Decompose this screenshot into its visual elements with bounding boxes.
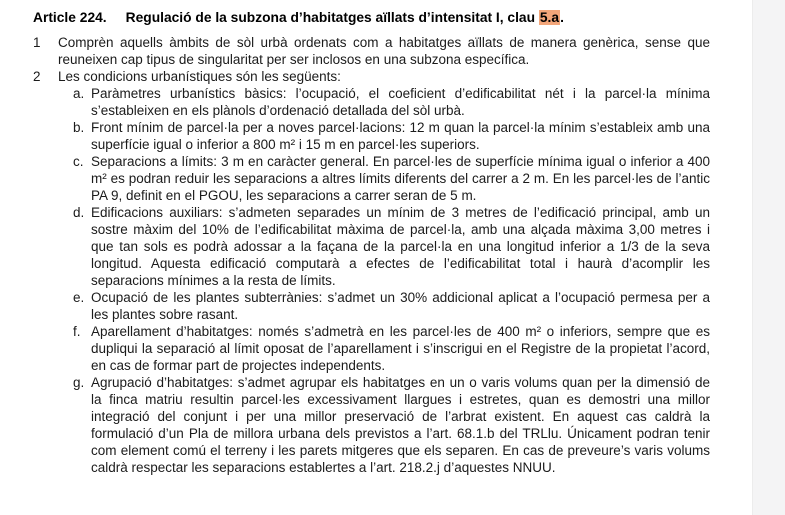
subitem-b-text: Front mínim de parcel·la per a noves parcel·lacions: 12 m quan la parcel·la mínim s’estableix amb una superfície igual o inferior a 800 m² i 15 m en parcel·les superiors. <box>91 120 710 152</box>
item-1 <box>33 34 710 68</box>
article-title-period: . <box>560 10 564 25</box>
subitem-f-letter: f. <box>73 324 81 339</box>
subitem-g <box>73 374 710 476</box>
subitem-a <box>73 85 710 119</box>
subitem-e-text: Ocupació de les plantes subterrànies: s’admet un 30% addicional aplicat a l’ocupació permesa per a les plantes sobre rasant. <box>91 290 710 322</box>
item-2-number: 2 <box>33 69 41 84</box>
article-number: Article 224. <box>33 10 107 25</box>
item-2 <box>33 68 710 85</box>
item-1-text: Comprèn aquells àmbits de sòl urbà ordenats com a habitatges aïllats de manera genèrica, sense que reuneixen cap tipus de singularitat per ser inclosos en una subzona específica. <box>58 35 710 67</box>
subitem-b-letter: b. <box>73 120 85 135</box>
page-edge-background <box>752 0 785 515</box>
subitem-e <box>73 289 710 323</box>
subitem-a-letter: a. <box>73 86 85 101</box>
subitem-d-text: Edificacions auxiliars: s’admeten separades un mínim de 3 metres de l’edificació principal, amb un sostre màxim del 10% de l’edificabilitat màxima de parcel·la, amb una alçada màxima 3,00 metres i que tan sols es podrà adossar a la façana de la parcel·la en una longitud inferior a 1/3 de la seva longitud. Aquesta edificació computarà a efectes de l’edificabilitat total i haurà d’acomplir les separacions mínimes a la resta de límits. <box>91 205 710 288</box>
highlighted-clause: 5.a <box>539 10 560 25</box>
subitem-b <box>73 119 710 153</box>
subitem-c <box>73 153 710 204</box>
article-body <box>33 9 710 476</box>
article-title-text: Regulació de la subzona d’habitatges aïllats d’intensitat I, clau <box>125 10 539 25</box>
subitem-c-text: Separacions a límits: 3 m en caràcter general. En parcel·les de superfície mínima igual o inferior a 400 m² es podran reduir les separacions a altres límits diferents del carrer a 2 m. En les parcel·les de l’antic PA 9, definit en el PGOU, les separacions a carrer seran de 5 m. <box>91 154 710 203</box>
subitem-d <box>73 204 710 289</box>
subitem-a-text: Paràmetres urbanístics bàsics: l’ocupació, el coeficient d’edificabilitat nét i la parcel·la mínima s’estableixen en els plànols d’ordenació detallada del sòl urbà. <box>91 86 710 118</box>
item-2-text: Les condicions urbanístiques són les següents: <box>58 69 341 84</box>
item-1-number: 1 <box>33 35 41 50</box>
article-heading <box>33 9 710 27</box>
subitem-g-letter: g. <box>73 375 85 390</box>
subitem-c-letter: c. <box>73 154 84 169</box>
subitem-e-letter: e. <box>73 290 85 305</box>
article-title <box>126 10 564 25</box>
subitem-g-text: Agrupació d’habitatges: s’admet agrupar els habitatges en un o varis volums quan per la dimensió de la finca matriu resultin parcel·les excessivament llargues i estretes, quan es demostri una millor integració del conjunt i per una millor preservació de l’arbrat existent. En aquest cas caldrà la formulació d’un Pla de millora urbana dels previstos a l’art. 68.1.b del TRLlu. Únicament podran tenir com element comú el terreny i les parets mitgeres que els separen. En cas de preveure’s varis volums caldrà respectar les separacions establertes a l’art. 218.2.j d’aquestes NNUU. <box>91 375 710 475</box>
subitem-f-text: Aparellament d’habitatges: només s’admetrà en les parcel·les de 400 m² o inferiors, sempre que es dupliqui la separació al límit oposat de l’aparellament i s’inscrigui en el Registre de la propietat l’acord, en cas de formar part de projectes independents. <box>91 324 710 373</box>
subitem-d-letter: d. <box>73 205 85 220</box>
subitem-f <box>73 323 710 374</box>
